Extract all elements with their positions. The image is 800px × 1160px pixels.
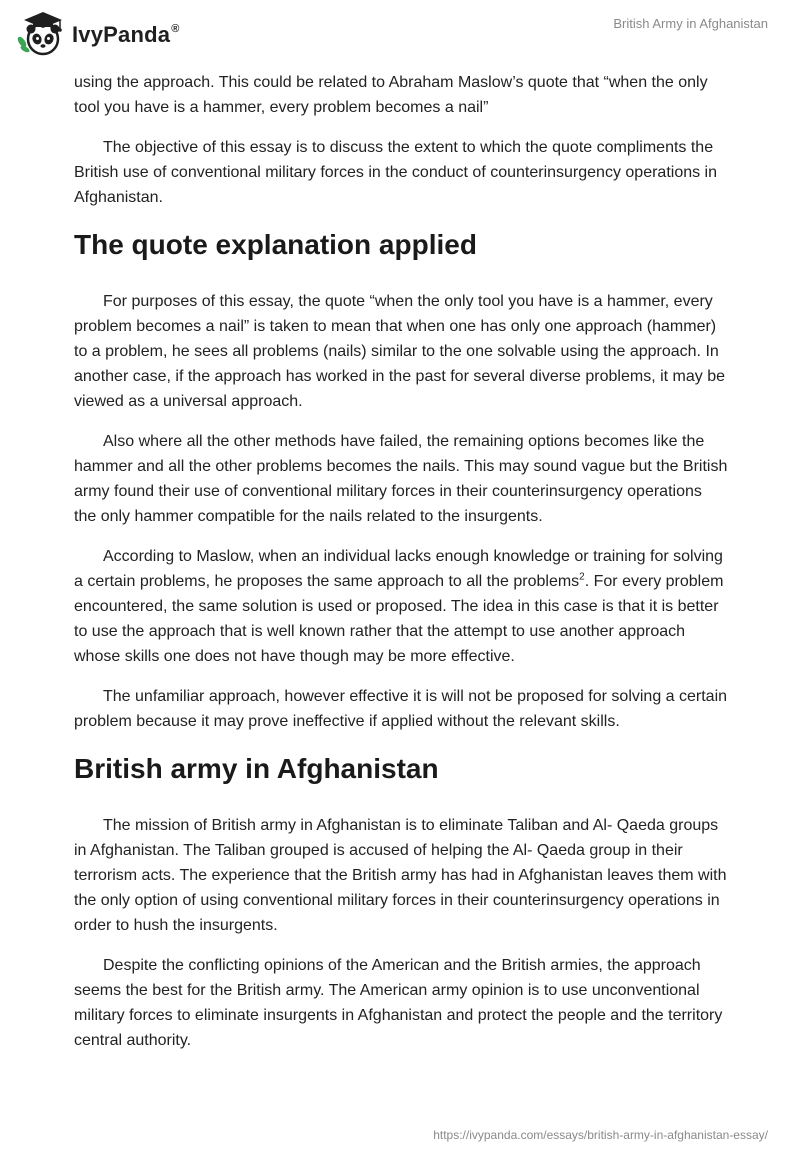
page-header bbox=[0, 0, 800, 62]
paragraph-maslow: According to Maslow, when an individual lacks enough knowledge or training for solving a certain problems, he proposes the same approach to all the problems$^2$. For every problem encountered, the same solution is used or proposed. The idea in this case is that it is better to use the approach that is well known rather that the attempt to use another approach whose skills one does not have though may be more effective. bbox=[74, 548, 724, 665]
paragraph-hammer-nails: Also where all the other methods have failed, the remaining options becomes like the hammer and all the other problems becomes the nails. This may sound vague but the British army found their use of conventional military forces in their counterinsurgency operations the only hammer compatible for the nails related to the insurgents. bbox=[74, 433, 728, 525]
paragraph-mission: The mission of British army in Afghanistan is to eliminate Taliban and Al- Qaeda groups in Afghanistan. The Taliban grouped is accused of helping the Al- Qaeda group in their terrorism acts. The experience that the British army has had in Afghanistan leaves them with the only option of using conventional military forces in their counterinsurgency operations in order to hush the insurgents. bbox=[74, 817, 727, 934]
paragraph-quote-meaning: For purposes of this essay, the quote “when the only tool you have is a hammer, every problem becomes a nail” is taken to mean that when one has only one approach (hammer) to a problem, he sees all problems (nails) similar to the one solvable using the approach. In another case, if the approach has worked in the past for several diverse problems, it may be viewed as a universal approach. bbox=[74, 293, 726, 410]
section-heading-quote-explanation: The quote explanation applied bbox=[74, 229, 477, 260]
panda-graduate-icon bbox=[14, 9, 66, 59]
paragraph-unfamiliar-approach: The unfamiliar approach, however effective it is will not be proposed for solving a certain problem because it may prove ineffective if applied without the relevant skills. bbox=[74, 688, 728, 730]
paragraph-objective: The objective of this essay is to discuss the extent to which the quote compliments the British use of conventional military forces in the conduct of counterinsurgency operations in Afghanistan. bbox=[74, 139, 718, 206]
source-url[interactable]: https://ivypanda.com/essays/british-army-in-afghanistan-essay/ bbox=[433, 1128, 768, 1142]
essay-body bbox=[74, 70, 728, 1068]
paragraph-continuation: using the approach. This could be related to Abraham Maslow’s quote that “when the only tool you have is a hammer, every problem becomes a nail” bbox=[74, 74, 708, 116]
ivypanda-logo[interactable] bbox=[14, 9, 180, 59]
running-title: British Army in Afghanistan bbox=[613, 16, 768, 31]
registered-mark: ® bbox=[171, 22, 180, 35]
section-heading-british-army: British army in Afghanistan bbox=[74, 753, 439, 784]
footnote-reference[interactable]: 2 bbox=[579, 571, 585, 583]
brand-name: IvyPanda® bbox=[72, 22, 180, 47]
paragraph-conflicting-opinions: Despite the conflicting opinions of the American and the British armies, the approach seems the best for the British army. The American army opinion is to use unconventional military forces to eliminate insurgents in Afghanistan and protect the people and the territory central authority. bbox=[74, 957, 723, 1049]
